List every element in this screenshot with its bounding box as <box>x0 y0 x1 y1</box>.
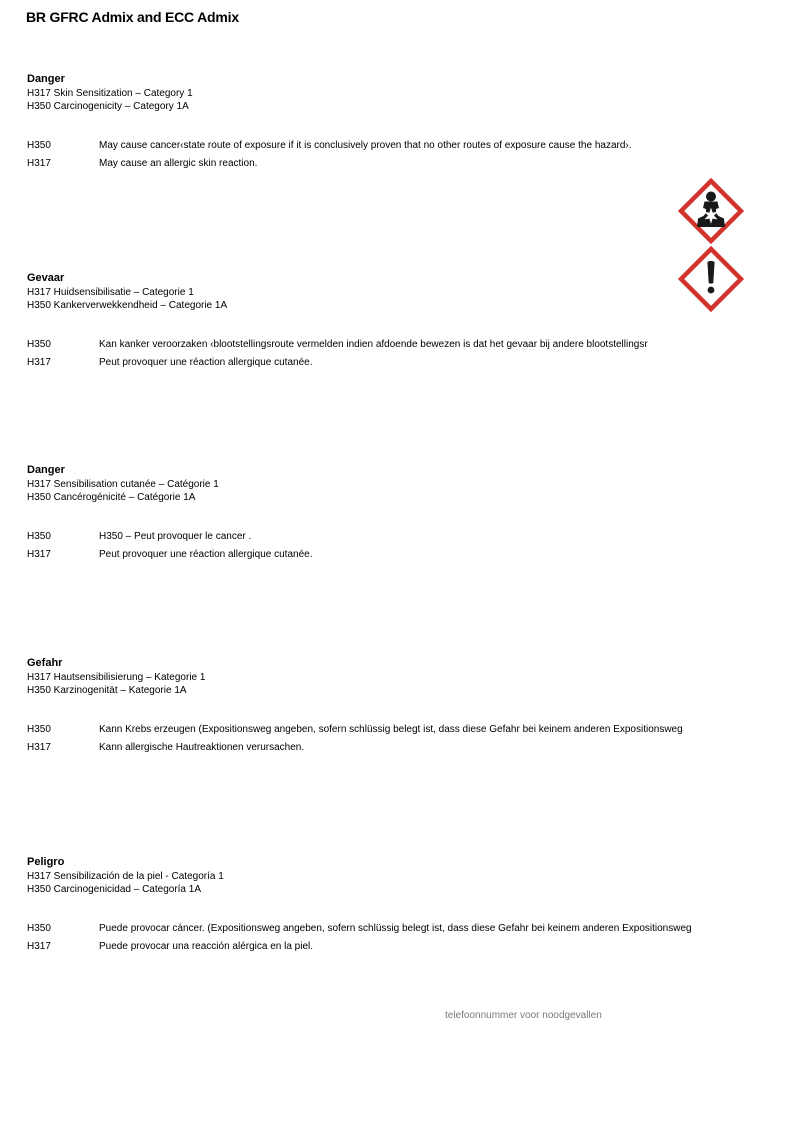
hazard-text: May cause an allergic skin reaction. <box>99 158 258 169</box>
signal-word: Gefahr <box>27 657 63 669</box>
hazard-text: Kann Krebs erzeugen (Expositionsweg angeben, sofern schlüssig belegt ist, dass diese Gefahr bei keinem anderen Expositionsweg <box>99 724 683 735</box>
emergency-phone-label: telefoonnummer voor noodgevallen <box>445 1010 602 1021</box>
hazard-code: H350 <box>27 724 51 735</box>
hazard-text: Peut provoquer une réaction allergique cutanée. <box>99 357 313 368</box>
classification-h317: H317 Sensibilisation cutanée – Catégorie 1 <box>27 479 219 490</box>
hazard-code: H317 <box>27 357 51 368</box>
hazard-text: Kann allergische Hautreaktionen verursachen. <box>99 742 305 753</box>
signal-word: Gevaar <box>27 272 65 284</box>
hazard-code: H317 <box>27 742 51 753</box>
hazard-statement-row <box>27 922 767 936</box>
classification-h350: H350 Carcinogenicidad – Categoría 1A <box>27 884 201 895</box>
hazard-statement-row <box>27 530 767 544</box>
hazard-statement-row <box>27 940 767 954</box>
signal-word: Danger <box>27 464 65 476</box>
classification-h350: H350 Kankerverwekkendheid – Categorie 1A <box>27 300 228 311</box>
hazard-text: Puede provocar cáncer. (Expositionsweg angeben, sofern schlüssig belegt ist, dass diese Gefahr bei keinem anderen Expositionsweg <box>99 923 692 934</box>
hazard-section-nl <box>27 271 767 368</box>
ghs08-health-hazard-icon <box>678 178 744 244</box>
hazard-statement-row <box>27 356 767 370</box>
classification-h317: H317 Sensibilización de la piel - Categoría 1 <box>27 871 224 882</box>
signal-word: Peligro <box>27 856 65 868</box>
hazard-text: Peut provoquer une réaction allergique cutanée. <box>99 549 313 560</box>
hazard-statement-row <box>27 157 767 171</box>
classification-h350: H350 Carcinogenicity – Category 1A <box>27 101 189 112</box>
hazard-text: May cause cancer‹state route of exposure if it is conclusively proven that no other routes of exposure cause the hazard›. <box>99 140 632 151</box>
hazard-statement-row <box>27 741 767 755</box>
hazard-text: Kan kanker veroorzaken ‹blootstellingsroute vermelden indien afdoende bewezen is dat het gevaar bij andere blootstellingsr <box>99 339 648 350</box>
hazard-text: Puede provocar una reacción alérgica en la piel. <box>99 941 314 952</box>
hazard-statement-row <box>27 338 767 352</box>
signal-word: Danger <box>27 73 65 85</box>
classification-h317: H317 Huidsensibilisatie – Categorie 1 <box>27 287 194 298</box>
hazard-section-de <box>27 656 767 753</box>
hazard-code: H350 <box>27 531 51 542</box>
classification-h350: H350 Cancérogénicité – Catégorie 1A <box>27 492 196 503</box>
hazard-text: H350 – Peut provoquer le cancer . <box>99 531 252 542</box>
hazard-code: H350 <box>27 339 51 350</box>
document-title: BR GFRC Admix and ECC Admix <box>26 9 239 25</box>
hazard-statement-row <box>27 548 767 562</box>
classification-h317: H317 Skin Sensitization – Category 1 <box>27 88 193 99</box>
hazard-section-en <box>27 72 767 169</box>
hazard-code: H317 <box>27 941 51 952</box>
classification-h317: H317 Hautsensibilisierung – Kategorie 1 <box>27 672 206 683</box>
hazard-section-es <box>27 855 767 952</box>
hazard-code: H350 <box>27 923 51 934</box>
hazard-section-fr <box>27 463 767 560</box>
hazard-code: H317 <box>27 158 51 169</box>
ghs07-exclamation-mark-icon <box>678 246 744 312</box>
hazard-code: H350 <box>27 140 51 151</box>
classification-h350: H350 Karzinogenität – Kategorie 1A <box>27 685 187 696</box>
hazard-code: H317 <box>27 549 51 560</box>
hazard-statement-row <box>27 723 767 737</box>
hazard-statement-row <box>27 139 767 153</box>
